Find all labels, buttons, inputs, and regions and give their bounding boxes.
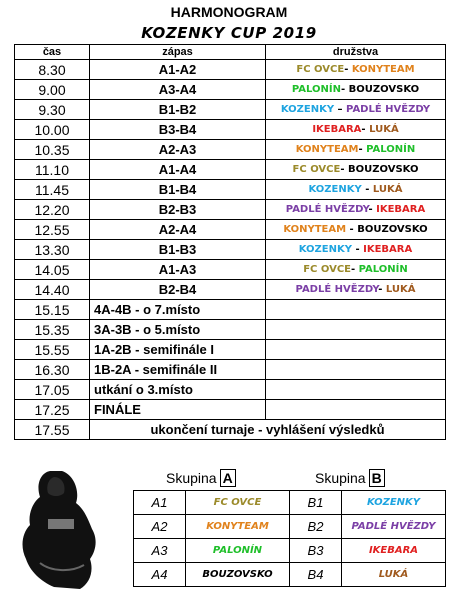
- match-teams: [266, 100, 446, 120]
- team-home: KOZENKY: [308, 184, 362, 195]
- team-separator: -: [346, 224, 358, 235]
- team-home: FC OVCE: [303, 264, 351, 275]
- match-code: A2-A3: [90, 140, 266, 160]
- group-a-team: FC OVCE: [186, 491, 290, 515]
- match-time: 10.00: [15, 120, 90, 140]
- match-teams: [266, 240, 446, 260]
- match-time: 14.40: [15, 280, 90, 300]
- team-away: PADLÉ HVĚZDY: [346, 104, 431, 115]
- group-a-letter: A: [220, 469, 236, 487]
- match-time: 10.35: [15, 140, 90, 160]
- team-away: LUKÁ: [372, 184, 403, 195]
- table-row: [134, 515, 446, 539]
- final-match-label: utkání o 3.místo: [90, 380, 266, 400]
- match-time: 15.55: [15, 340, 90, 360]
- group-b-label: [315, 470, 385, 486]
- team-away: KONYTEAM: [351, 64, 415, 75]
- team-home: KOZENKY: [280, 104, 335, 115]
- table-row: [134, 563, 446, 587]
- team-home: PADLÉ HVĚZDY: [285, 204, 369, 215]
- group-b-team: KOZENKY: [342, 491, 446, 515]
- table-row: [15, 100, 446, 120]
- empty-cell: [266, 340, 446, 360]
- match-time: 12.55: [15, 220, 90, 240]
- team-separator: -: [344, 64, 352, 75]
- team-away: PALONÍN: [358, 264, 408, 275]
- col-header-teams: družstva: [266, 45, 446, 60]
- col-header-match: zápas: [90, 45, 266, 60]
- page-title: HARMONOGRAM: [170, 4, 288, 20]
- match-code: B1-B2: [90, 100, 266, 120]
- group-a-team: KONYTEAM: [186, 515, 290, 539]
- table-row: [15, 420, 446, 440]
- group-a-team: BOUZOVSKO: [186, 563, 290, 587]
- match-teams: [266, 140, 446, 160]
- match-code: A1-A4: [90, 160, 266, 180]
- team-home: KOZENKY: [298, 244, 352, 255]
- team-separator: -: [361, 124, 370, 135]
- match-code: B1-B3: [90, 240, 266, 260]
- table-row: [134, 491, 446, 515]
- match-teams: [266, 80, 446, 100]
- team-home: FC OVCE: [296, 64, 345, 75]
- final-match-label: 4A-4B - o 7.místo: [90, 300, 266, 320]
- table-row: [15, 220, 446, 240]
- team-away: IKEBARA: [363, 244, 413, 255]
- match-teams: [266, 60, 446, 80]
- group-a-code: A1: [134, 491, 186, 515]
- table-row: [15, 360, 446, 380]
- group-b-code: B2: [290, 515, 342, 539]
- team-away: BOUZOVSKO: [347, 164, 419, 175]
- match-code: A3-A4: [90, 80, 266, 100]
- match-code: B2-B3: [90, 200, 266, 220]
- table-row: [15, 200, 446, 220]
- team-separator: -: [352, 244, 364, 255]
- schedule-header-row: [15, 45, 446, 60]
- final-match-label: FINÁLE: [90, 400, 266, 420]
- team-away: LUKÁ: [385, 284, 416, 295]
- final-match-label: 1A-2B - semifinále I: [90, 340, 266, 360]
- team-home: FC OVCE: [292, 164, 341, 175]
- group-b-prefix: Skupina: [315, 470, 366, 486]
- team-separator: -: [378, 284, 386, 295]
- match-time: 14.05: [15, 260, 90, 280]
- match-code: B2-B4: [90, 280, 266, 300]
- table-row: [15, 300, 446, 320]
- team-separator: -: [361, 184, 373, 195]
- match-time: 11.10: [15, 160, 90, 180]
- empty-cell: [266, 400, 446, 420]
- team-separator: -: [340, 164, 348, 175]
- empty-cell: [266, 320, 446, 340]
- match-teams: [266, 180, 446, 200]
- table-row: [15, 400, 446, 420]
- team-separator: -: [351, 264, 359, 275]
- team-home: KONYTEAM: [283, 224, 347, 235]
- table-row: [15, 260, 446, 280]
- match-teams: [266, 260, 446, 280]
- match-teams: [266, 200, 446, 220]
- team-home: KONYTEAM: [295, 144, 359, 155]
- final-match-label: 3A-3B - o 5.místo: [90, 320, 266, 340]
- group-b-team: IKEBARA: [342, 539, 446, 563]
- match-time: 16.30: [15, 360, 90, 380]
- group-a-code: A3: [134, 539, 186, 563]
- page-subtitle: KOZENKY CUP 2019: [141, 24, 317, 42]
- table-row: [15, 140, 446, 160]
- match-code: B3-B4: [90, 120, 266, 140]
- table-row: [134, 539, 446, 563]
- group-a-prefix: Skupina: [166, 470, 217, 486]
- team-home: PADLÉ HVĚZDY: [295, 284, 379, 295]
- group-b-team: PADLÉ HVĚZDY: [342, 515, 446, 539]
- group-a-code: A2: [134, 515, 186, 539]
- table-row: [15, 180, 446, 200]
- group-b-code: B4: [290, 563, 342, 587]
- final-match-label: 1B-2A - semifinále II: [90, 360, 266, 380]
- match-code: A1-A3: [90, 260, 266, 280]
- match-time: 15.15: [15, 300, 90, 320]
- team-away: BOUZOVSKO: [357, 224, 428, 235]
- group-a-label: [166, 470, 236, 486]
- match-teams: [266, 220, 446, 240]
- table-row: [15, 120, 446, 140]
- match-time: 17.25: [15, 400, 90, 420]
- team-separator: -: [358, 144, 367, 155]
- table-row: [15, 60, 446, 80]
- match-teams: [266, 280, 446, 300]
- match-time: 17.05: [15, 380, 90, 400]
- col-header-time: čas: [15, 45, 90, 60]
- team-separator: -: [341, 84, 349, 95]
- group-a-team: PALONÍN: [186, 539, 290, 563]
- match-time: 8.30: [15, 60, 90, 80]
- team-away: BOUZOVSKO: [348, 84, 420, 95]
- empty-cell: [266, 380, 446, 400]
- match-time: 9.30: [15, 100, 90, 120]
- match-code: B1-B4: [90, 180, 266, 200]
- table-row: [15, 160, 446, 180]
- player-silhouette-image: [10, 463, 110, 593]
- group-b-code: B1: [290, 491, 342, 515]
- match-teams: [266, 160, 446, 180]
- empty-cell: [266, 360, 446, 380]
- team-separator: -: [368, 204, 377, 215]
- empty-cell: [266, 300, 446, 320]
- group-b-letter: B: [369, 469, 385, 487]
- match-teams: [266, 120, 446, 140]
- table-row: [15, 280, 446, 300]
- match-time: 17.55: [15, 420, 90, 440]
- match-time: 11.45: [15, 180, 90, 200]
- table-row: [15, 240, 446, 260]
- table-row: [15, 380, 446, 400]
- group-b-code: B3: [290, 539, 342, 563]
- match-code: A2-A4: [90, 220, 266, 240]
- team-away: PALONÍN: [366, 144, 416, 155]
- match-time: 15.35: [15, 320, 90, 340]
- groups-table: [133, 490, 446, 587]
- match-code: A1-A2: [90, 60, 266, 80]
- team-away: IKEBARA: [376, 204, 426, 215]
- group-a-code: A4: [134, 563, 186, 587]
- table-row: [15, 340, 446, 360]
- table-row: [15, 320, 446, 340]
- table-row: [15, 80, 446, 100]
- schedule-table: [14, 44, 446, 440]
- match-time: 13.30: [15, 240, 90, 260]
- match-time: 9.00: [15, 80, 90, 100]
- team-home: IKEBARA: [312, 124, 362, 135]
- group-b-team: LUKÁ: [342, 563, 446, 587]
- match-time: 12.20: [15, 200, 90, 220]
- team-away: LUKÁ: [369, 124, 399, 135]
- team-home: PALONÍN: [291, 84, 342, 95]
- team-separator: –: [334, 104, 347, 115]
- closing-ceremony: ukončení turnaje - vyhlášení výsledků: [90, 420, 446, 440]
